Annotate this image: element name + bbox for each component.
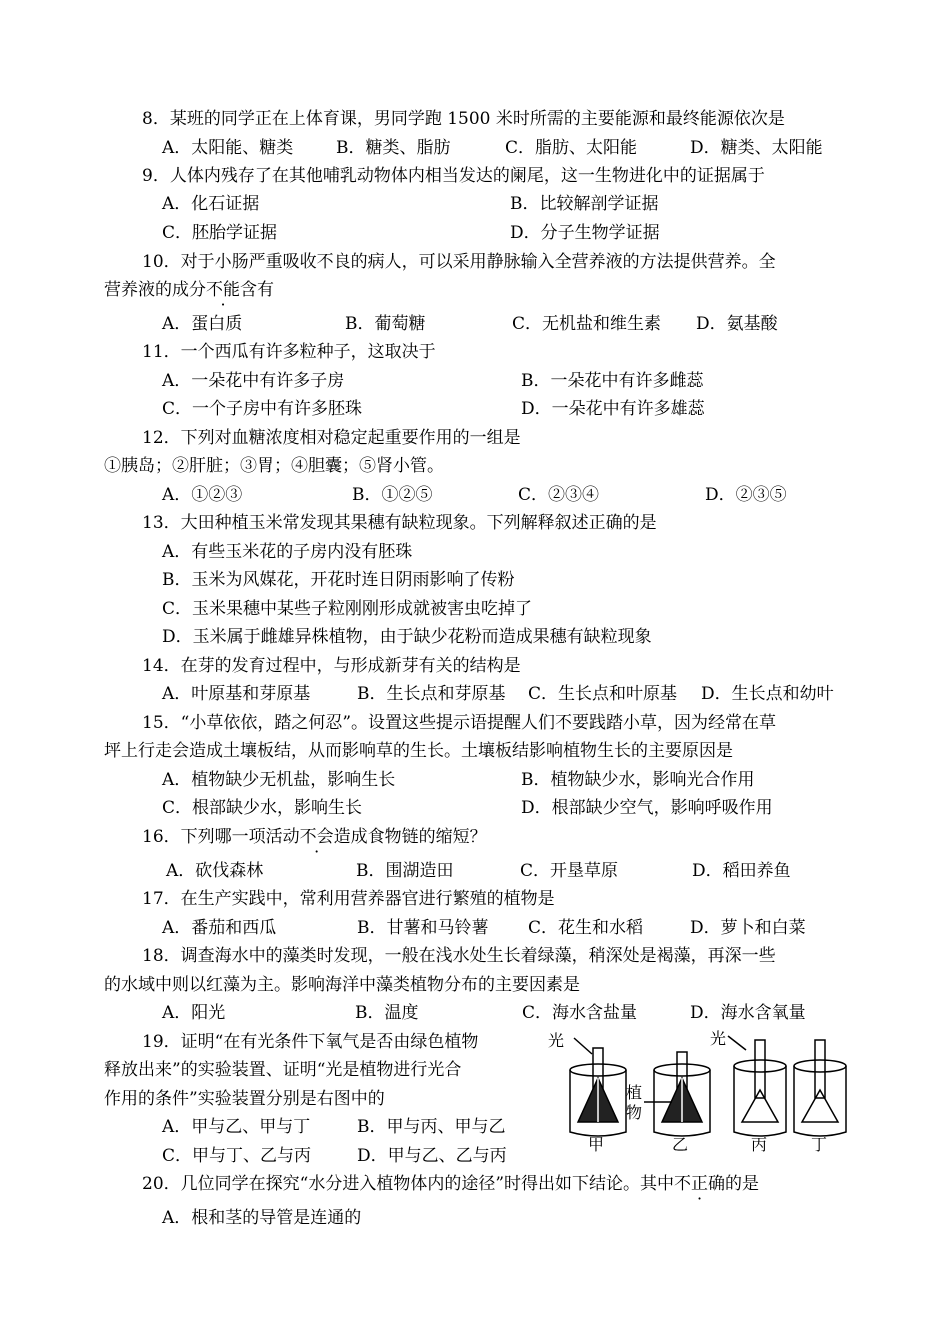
q11-option-d: D．一朵花中有许多雄蕊 bbox=[521, 399, 705, 419]
q11-option-b: B．一朵花中有许多雌蕊 bbox=[521, 371, 704, 391]
q9-stem: 9．人体内残存了在其他哺乳动物体内相当发达的阑尾，这一生物进化中的证据属于 bbox=[142, 166, 765, 186]
q18-option-d: D．海水含氧量 bbox=[690, 1003, 806, 1023]
q17-option-b: B．甘薯和马铃薯 bbox=[357, 918, 489, 938]
q15-option-c: C．根部缺少水，影响生长 bbox=[162, 798, 363, 818]
q9-option-d: D．分子生物学证据 bbox=[510, 223, 660, 243]
q10-stem-line1: 10．对于小肠严重吸收不良的病人，可以采用静脉输入全营养液的方法提供营养。全 bbox=[142, 252, 776, 272]
q16-option-c: C．开垦草原 bbox=[520, 861, 619, 881]
q18-option-c: C．海水含盐量 bbox=[522, 1003, 638, 1023]
q18-option-a: A．阳光 bbox=[162, 1003, 226, 1023]
q9-option-b: B．比较解剖学证据 bbox=[510, 194, 659, 214]
q12-stem: 12．下列对血糖浓度相对稳定起重要作用的一组是 bbox=[142, 428, 521, 448]
q16-option-a: A．砍伐森林 bbox=[166, 861, 264, 881]
q14-option-c: C．生长点和叶原基 bbox=[528, 684, 678, 704]
q17-option-d: D．萝卜和白菜 bbox=[690, 918, 806, 938]
q10-stem-pre: 营养液的成分 bbox=[104, 280, 206, 300]
q19-option-c: C．甲与丁、乙与丙 bbox=[162, 1146, 312, 1166]
label-ding: 丁 bbox=[811, 1135, 828, 1152]
light-label-1: 光 bbox=[548, 1031, 565, 1050]
q19-option-d: D．甲与乙、乙与丙 bbox=[357, 1146, 507, 1166]
q16-option-b: B．围湖造田 bbox=[356, 861, 454, 881]
q20-stem bbox=[142, 1173, 759, 1195]
q19-option-a: A．甲与乙、甲与丁 bbox=[162, 1117, 311, 1137]
q19-stem-line2: 释放出来”的实验装置、证明“光是植物进行光合 bbox=[104, 1060, 462, 1080]
q18-stem-line2: 的水域中则以红藻为主。影响海洋中藻类植物分布的主要因素是 bbox=[104, 975, 580, 995]
q11-option-a: A．一朵花中有许多子房 bbox=[162, 371, 345, 391]
q20-emphasis: 不正确 bbox=[674, 1174, 726, 1194]
q16-stem-pre: 16．下列哪一项活动 bbox=[142, 827, 300, 847]
q14-option-a: A．叶原基和芽原基 bbox=[162, 684, 311, 704]
light-label-2: 光 bbox=[710, 1030, 727, 1048]
q12-option-c: C．②③④ bbox=[518, 485, 600, 505]
q18-stem-line1: 18．调查海水中的藻类时发现，一般在浅水处生长着绿藻，稍深处是褐藻，再深一些 bbox=[142, 946, 776, 966]
q17-option-a: A．番茄和西瓜 bbox=[162, 918, 277, 938]
plant-label-2: 物 bbox=[626, 1103, 643, 1122]
q16-stem-post: 造成食物链的缩短？ bbox=[333, 827, 487, 847]
q11-stem: 11．一个西瓜有许多粒种子，这取决于 bbox=[142, 342, 436, 362]
q10-option-a: A．蛋白质 bbox=[162, 314, 243, 334]
q13-option-b: B．玉米为风媒花，开花时连日阴雨影响了传粉 bbox=[162, 570, 515, 590]
q8-stem: 8．某班的同学正在上体育课，男同学跑 1500 米时所需的主要能源和最终能源依次是 bbox=[142, 109, 785, 129]
q14-option-b: B．生长点和芽原基 bbox=[357, 684, 506, 704]
q10-option-b: B．葡萄糖 bbox=[345, 314, 426, 334]
q14-option-d: D．生长点和幼叶 bbox=[701, 684, 834, 704]
q10-stem-post: 含有 bbox=[240, 280, 274, 300]
q17-stem: 17．在生产实践中，常利用营养器官进行繁殖的植物是 bbox=[142, 889, 555, 909]
q15-stem-line2: 坪上行走会造成土壤板结，从而影响草的生长。土壤板结影响植物生长的主要原因是 bbox=[104, 741, 733, 761]
jar-ding bbox=[794, 1040, 846, 1136]
q20-stem-pre: 20．几位同学在探究“水分进入植物体内的途径”时得出如下结论。其中 bbox=[142, 1174, 675, 1194]
q16-emphasis: 不会 bbox=[299, 827, 334, 847]
q17-option-c: C．花生和水稻 bbox=[528, 918, 644, 938]
q12-option-b: B．①②⑤ bbox=[352, 485, 433, 505]
q19-option-b: B．甲与丙、甲与乙 bbox=[357, 1117, 506, 1137]
experiment-figure bbox=[548, 1030, 850, 1152]
jar-jia bbox=[570, 1038, 626, 1136]
q10-stem-line2 bbox=[104, 279, 274, 301]
plant-label-1: 植 bbox=[626, 1083, 643, 1102]
q9-option-c: C．胚胎学证据 bbox=[162, 223, 278, 243]
q8-option-b: B．糖类、脂肪 bbox=[336, 138, 451, 158]
q13-option-d: D．玉米属于雌雄异株植物，由于缺少花粉而造成果穗有缺粒现象 bbox=[162, 627, 652, 647]
q13-option-a: A．有些玉米花的子房内没有胚珠 bbox=[162, 542, 413, 562]
q13-stem: 13．大田种植玉米常发现其果穗有缺粒现象。下列解释叙述正确的是 bbox=[142, 513, 657, 533]
jar-bing bbox=[728, 1036, 786, 1136]
q12-option-d: D．②③⑤ bbox=[705, 485, 787, 505]
q19-stem-line3: 作用的条件”实验装置分别是右图中的 bbox=[104, 1089, 385, 1109]
label-jia: 甲 bbox=[588, 1135, 605, 1152]
q16-stem bbox=[142, 826, 487, 848]
q15-option-d: D．根部缺少空气，影响呼吸作用 bbox=[521, 798, 773, 818]
q10-emphasis: 不能 bbox=[206, 280, 240, 300]
label-bing: 丙 bbox=[751, 1135, 768, 1152]
label-yi: 乙 bbox=[672, 1135, 689, 1152]
q15-stem-line1: 15．“小草依依，踏之何忍”。设置这些提示语提醒人们不要践踏小草，因为经常在草 bbox=[142, 713, 777, 733]
q14-stem: 14．在芽的发育过程中，与形成新芽有关的结构是 bbox=[142, 656, 521, 676]
q19-stem-line1: 19．证明“在有光条件下氧气是否由绿色植物 bbox=[142, 1032, 479, 1052]
q10-option-d: D．氨基酸 bbox=[696, 314, 778, 334]
q20-stem-post: 的是 bbox=[725, 1174, 760, 1194]
q10-option-c: C．无机盐和维生素 bbox=[512, 314, 662, 334]
q12-option-a: A．①②③ bbox=[162, 485, 243, 505]
q13-option-c: C．玉米果穗中某些子粒刚刚形成就被害虫吃掉了 bbox=[162, 599, 533, 619]
q15-option-a: A．植物缺少无机盐，影响生长 bbox=[162, 770, 396, 790]
q18-option-b: B．温度 bbox=[355, 1003, 419, 1023]
q8-option-c: C．脂肪、太阳能 bbox=[505, 138, 638, 158]
q20-option-a: A．根和茎的导管是连通的 bbox=[162, 1208, 362, 1228]
jar-yi bbox=[644, 1052, 710, 1136]
q16-option-d: D．稻田养鱼 bbox=[692, 861, 791, 881]
q8-option-d: D．糖类、太阳能 bbox=[690, 138, 823, 158]
q9-option-a: A．化石证据 bbox=[162, 194, 260, 214]
q11-option-c: C．一个子房中有许多胚珠 bbox=[162, 399, 363, 419]
q8-option-a: A．太阳能、糖类 bbox=[162, 138, 294, 158]
q12-items: ①胰岛；②肝脏；③胃；④胆囊；⑤肾小管。 bbox=[104, 456, 444, 476]
q15-option-b: B．植物缺少水，影响光合作用 bbox=[521, 770, 755, 790]
